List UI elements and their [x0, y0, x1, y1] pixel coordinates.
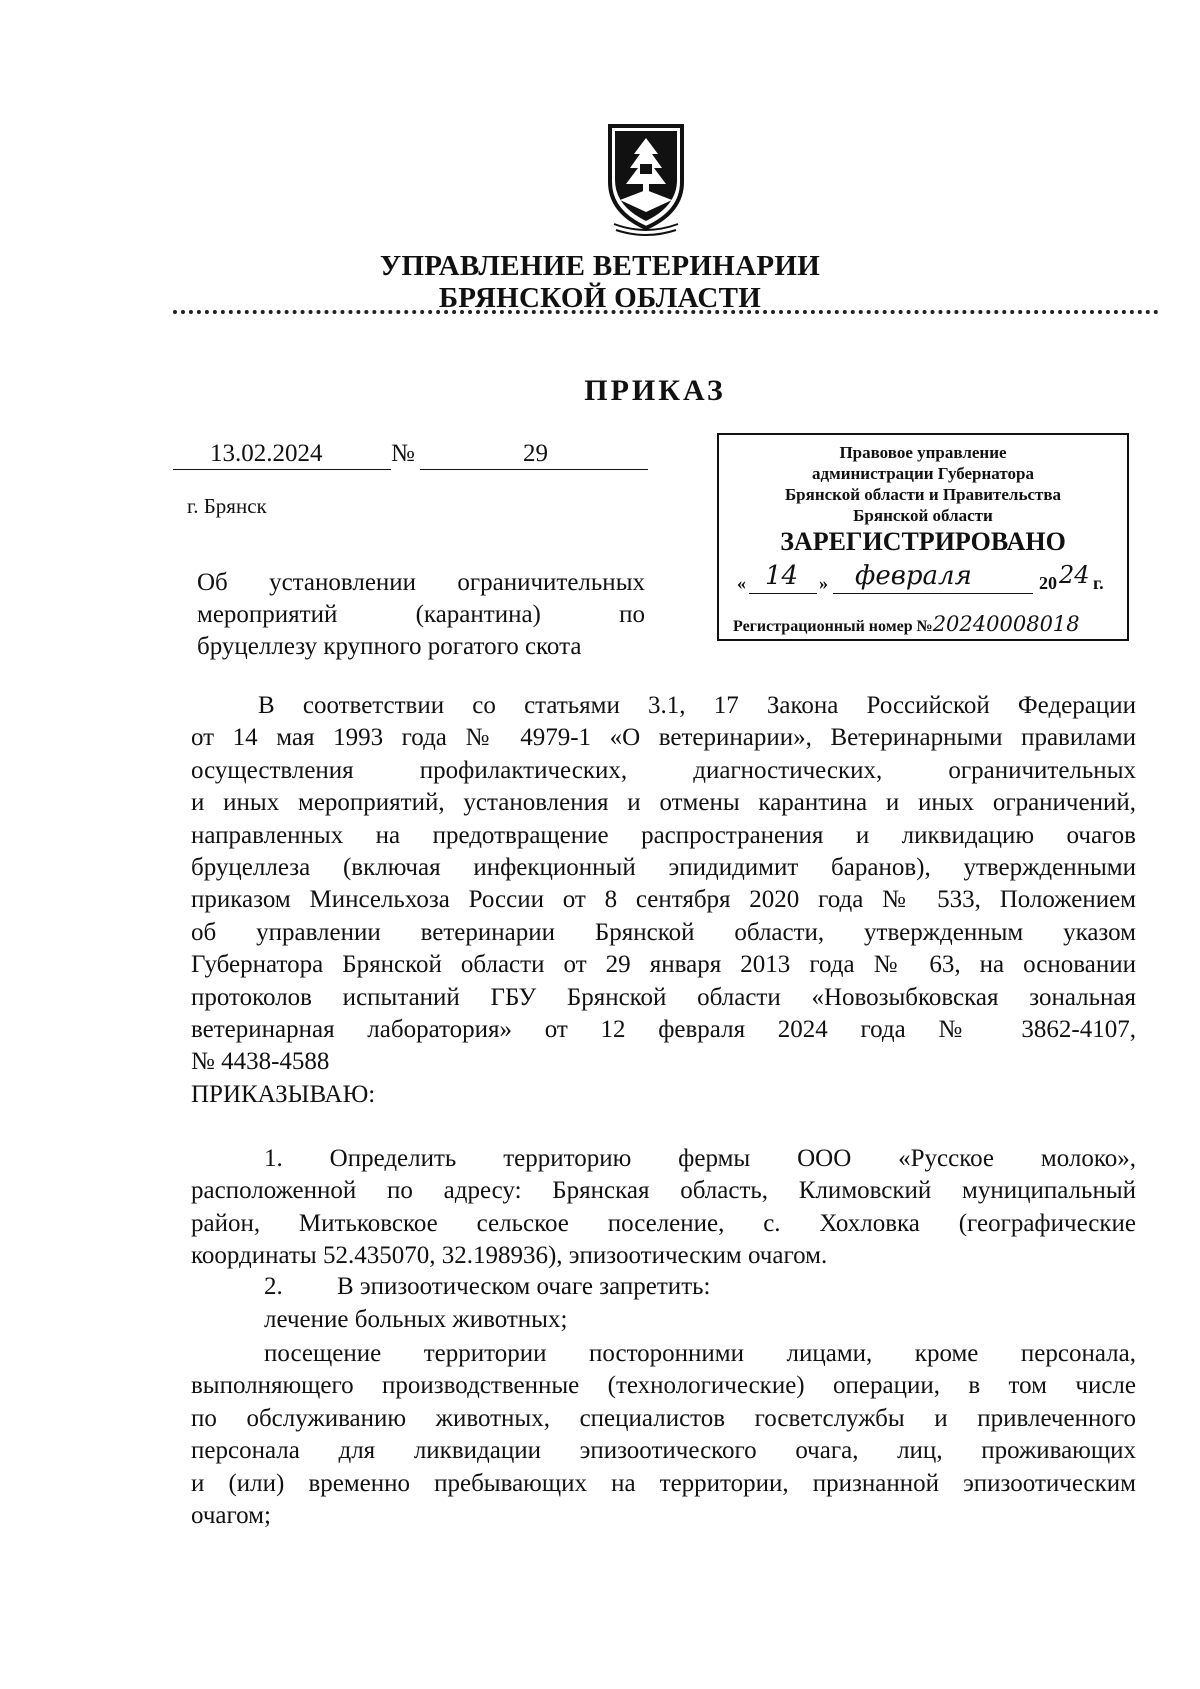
- city: г. Брянск: [187, 494, 267, 518]
- preamble-line: направленных на предотвращение распространения и ликвидацию очагов: [191, 821, 1136, 849]
- preamble-line: осуществления профилактических, диагностических, ограничительных: [191, 756, 1136, 784]
- preamble-line: В соответствии со статьями 3.1, 17 Закона Российской Федерации: [258, 692, 1136, 719]
- ban2-line: очагом;: [191, 1502, 271, 1530]
- stamp-regnum-row: [733, 612, 1123, 636]
- preamble-line: № 4438-4588: [191, 1048, 330, 1076]
- item1-line: расположенной по адресу: Брянская область, Климовский муниципальный: [191, 1177, 1136, 1205]
- document-title: ПРИКАЗ: [584, 374, 726, 407]
- stamp-org-line: Брянской области: [853, 506, 993, 525]
- item-2-text: В эпизоотическом очаге запретить:: [337, 1273, 711, 1300]
- subject-line: бруцеллезу крупного рогатого скота: [197, 633, 582, 660]
- date-underline: [173, 469, 391, 470]
- preamble-paragraph: [191, 690, 1136, 1111]
- number-underline: [420, 469, 648, 470]
- item1-line: координаты 52.435070, 32.198936), эпизоотическим очагом.: [191, 1242, 828, 1270]
- stamp-registered: ЗАРЕГИСТРИРОВАНО: [780, 527, 1066, 556]
- stamp-org-line: администрации Губернатора: [812, 464, 1034, 483]
- preamble-line: и иных мероприятий, установления и отмены карантина и иных ограничений,: [191, 789, 1136, 817]
- preamble-line: от 14 мая 1993 года № 4979-1 «О ветеринарии», Ветеринарными правилами: [191, 724, 1136, 752]
- stamp-org-line: Брянской области и Правительства: [784, 485, 1062, 504]
- stamp-year-suffix: 24: [1059, 561, 1090, 589]
- ban2-line: посещение территории посторонними лицами, кроме персонала,: [264, 1340, 1136, 1367]
- ban2-line: по обслуживанию животных, специалистов госветслужбы и привлеченного: [191, 1404, 1136, 1432]
- stamp-open-quote: «: [737, 573, 746, 593]
- stamp-month-underline: [833, 593, 1033, 594]
- item1-line: 1. Определить территорию фермы ООО «Русское молоко»,: [264, 1145, 1136, 1172]
- order-date: 13.02.2024: [210, 440, 323, 467]
- preamble-line: протоколов испытаний ГБУ Брянской области «Новозыбковская зональная: [191, 983, 1136, 1011]
- ban-item-1: лечение больных животных;: [264, 1306, 568, 1333]
- item-2-number: 2.: [264, 1273, 283, 1300]
- stamp-close-quote: »: [819, 573, 828, 593]
- ban2-line: и (или) временно пребывающих на территории, признанной эпизоотическим: [191, 1469, 1136, 1497]
- stamp-day-underline: [749, 593, 817, 594]
- number-sign: №: [391, 440, 415, 467]
- org-name-line2: БРЯНСКОЙ ОБЛАСТИ: [438, 282, 762, 314]
- ban-item-2: [191, 1338, 1136, 1532]
- preamble-line: об управлении ветеринарии Брянской области, утвержденным указом: [191, 918, 1136, 946]
- stamp-regnum: 20240008018: [932, 612, 1080, 636]
- item-1: [191, 1143, 1136, 1273]
- stamp-year-prefix: 20: [1039, 573, 1057, 593]
- stamp-date-row: [737, 561, 1117, 599]
- ban2-line: выполняющего производственные (технологические) операции, в том числе: [191, 1372, 1136, 1400]
- stamp-month: февраля: [855, 561, 972, 591]
- order-word: ПРИКАЗЫВАЮ:: [191, 1080, 376, 1108]
- stamp-year-unit: г.: [1093, 573, 1104, 593]
- order-subject: [197, 567, 645, 663]
- registration-stamp: [717, 433, 1129, 641]
- org-name-line1: УПРАВЛЕНИЕ ВЕТЕРИНАРИИ: [379, 250, 821, 282]
- order-number: 29: [523, 440, 548, 467]
- preamble-line: ветеринарная лаборатория» от 12 февраля 2024 года № 3862-4107,: [191, 1016, 1136, 1044]
- preamble-line: Губернатора Брянской области от 29 января 2013 года № 63, на основании: [191, 951, 1136, 979]
- stamp-regnum-label: Регистрационный номер №: [733, 618, 933, 635]
- subject-line: мероприятий (карантина) по: [197, 601, 645, 628]
- coat-of-arms-emblem: [606, 120, 686, 238]
- stamp-day: 14: [765, 561, 799, 591]
- item1-line: район, Митьковское сельское поселение, с. Хохловка (географические: [191, 1209, 1136, 1237]
- preamble-line: приказом Минсельхоза России от 8 сентября 2020 года № 533, Положением: [191, 886, 1136, 914]
- dotted-divider: [173, 310, 1159, 314]
- stamp-org-line: Правовое управление: [839, 443, 1007, 462]
- preamble-line: бруцеллеза (включая инфекционный эпидидимит баранов), утвержденными: [191, 854, 1136, 882]
- ban2-line: персонала для ликвидации эпизоотического очага, лиц, проживающих: [191, 1437, 1136, 1465]
- subject-line: Об установлении ограничительных: [197, 569, 645, 596]
